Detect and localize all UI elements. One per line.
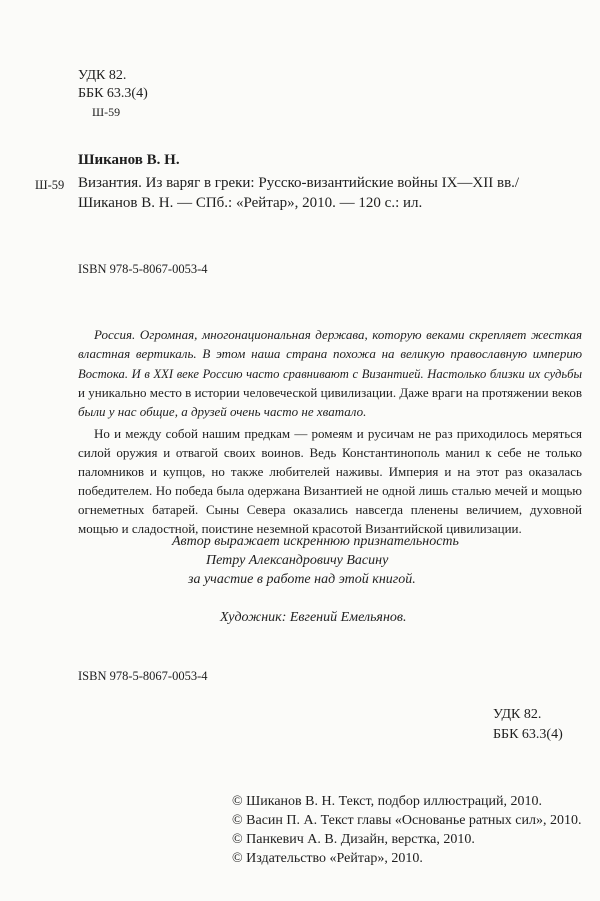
- bib-author-mark: Ш-59: [35, 178, 65, 192]
- acknowledgement-line: Автор выражает искреннюю признательность: [172, 534, 459, 549]
- annotation-line: победителем. Но победа была одержана Византией не одной лишь сталью мечей и мощью: [78, 483, 582, 498]
- annotation-line: силой оружия и отвагой своих воинов. Ведь Константинополь манил к себе не только: [78, 445, 582, 460]
- annotation-line: огнеметных батарей. Сыны Севера оказались навсегда пленены величием, духовной: [78, 502, 582, 517]
- annotation-line: властная вертикаль. В этом наша страна похожа на великую православную империю: [78, 346, 582, 361]
- artist-credit: Художник: Евгений Емельянов.: [220, 610, 407, 625]
- isbn-top: ISBN 978-5-8067-0053-4: [78, 262, 208, 276]
- copyright-line: © Шиканов В. Н. Текст, подбор иллюстраций, 2010.: [232, 794, 543, 809]
- acknowledgement-line: за участие в работе над этой книгой.: [188, 572, 416, 587]
- annotation-line: и уникально место в истории человеческой цивилизации. Даже враги на протяжении веков: [78, 385, 582, 400]
- isbn-bottom: ISBN 978-5-8067-0053-4: [78, 669, 208, 683]
- bib-author: Шиканов В. Н.: [78, 152, 180, 168]
- annotation-line: Но и между собой нашим предкам — ромеям и русичам не раз приходилось меряться: [94, 426, 582, 441]
- copyright-line: © Васин П. А. Текст главы «Основанье ратных сил», 2010.: [232, 813, 582, 828]
- copyright-line: © Панкевич А. В. Дизайн, верстка, 2010.: [232, 832, 475, 847]
- bib-title-line: Византия. Из варяг в греки: Русско-византийские войны IX—XII вв./: [78, 175, 520, 191]
- annotation-line: паломников и купцов, но также любителей наживы. Империя и на этот раз оказалась: [78, 464, 582, 479]
- author-mark: Ш-59: [92, 105, 121, 119]
- udk-code: УДК 82.: [78, 68, 127, 83]
- acknowledgement-line: Петру Александровичу Васину: [206, 553, 389, 568]
- bbk-code-bottom: ББК 63.3(4): [493, 727, 563, 742]
- annotation-line: Востока. И в XXI веке Россию часто сравнивают с Византией. Настолько близки их судьбы: [78, 367, 582, 381]
- udk-code-bottom: УДК 82.: [493, 707, 542, 722]
- annotation-line: мощью и сладостной, поистине неземной красотой Византийской цивилизации.: [78, 521, 522, 536]
- annotation-line: были у нас общие, а друзей очень часто не хватало.: [78, 404, 367, 419]
- bbk-code: ББК 63.3(4): [78, 86, 148, 101]
- copyright-line: © Издательство «Рейтар», 2010.: [232, 851, 423, 866]
- bib-title-line: Шиканов В. Н. — СПб.: «Рейтар», 2010. — 120 с.: ил.: [78, 195, 423, 211]
- annotation-line: Россия. Огромная, многонациональная держава, которую веками скрепляет жесткая: [94, 327, 582, 342]
